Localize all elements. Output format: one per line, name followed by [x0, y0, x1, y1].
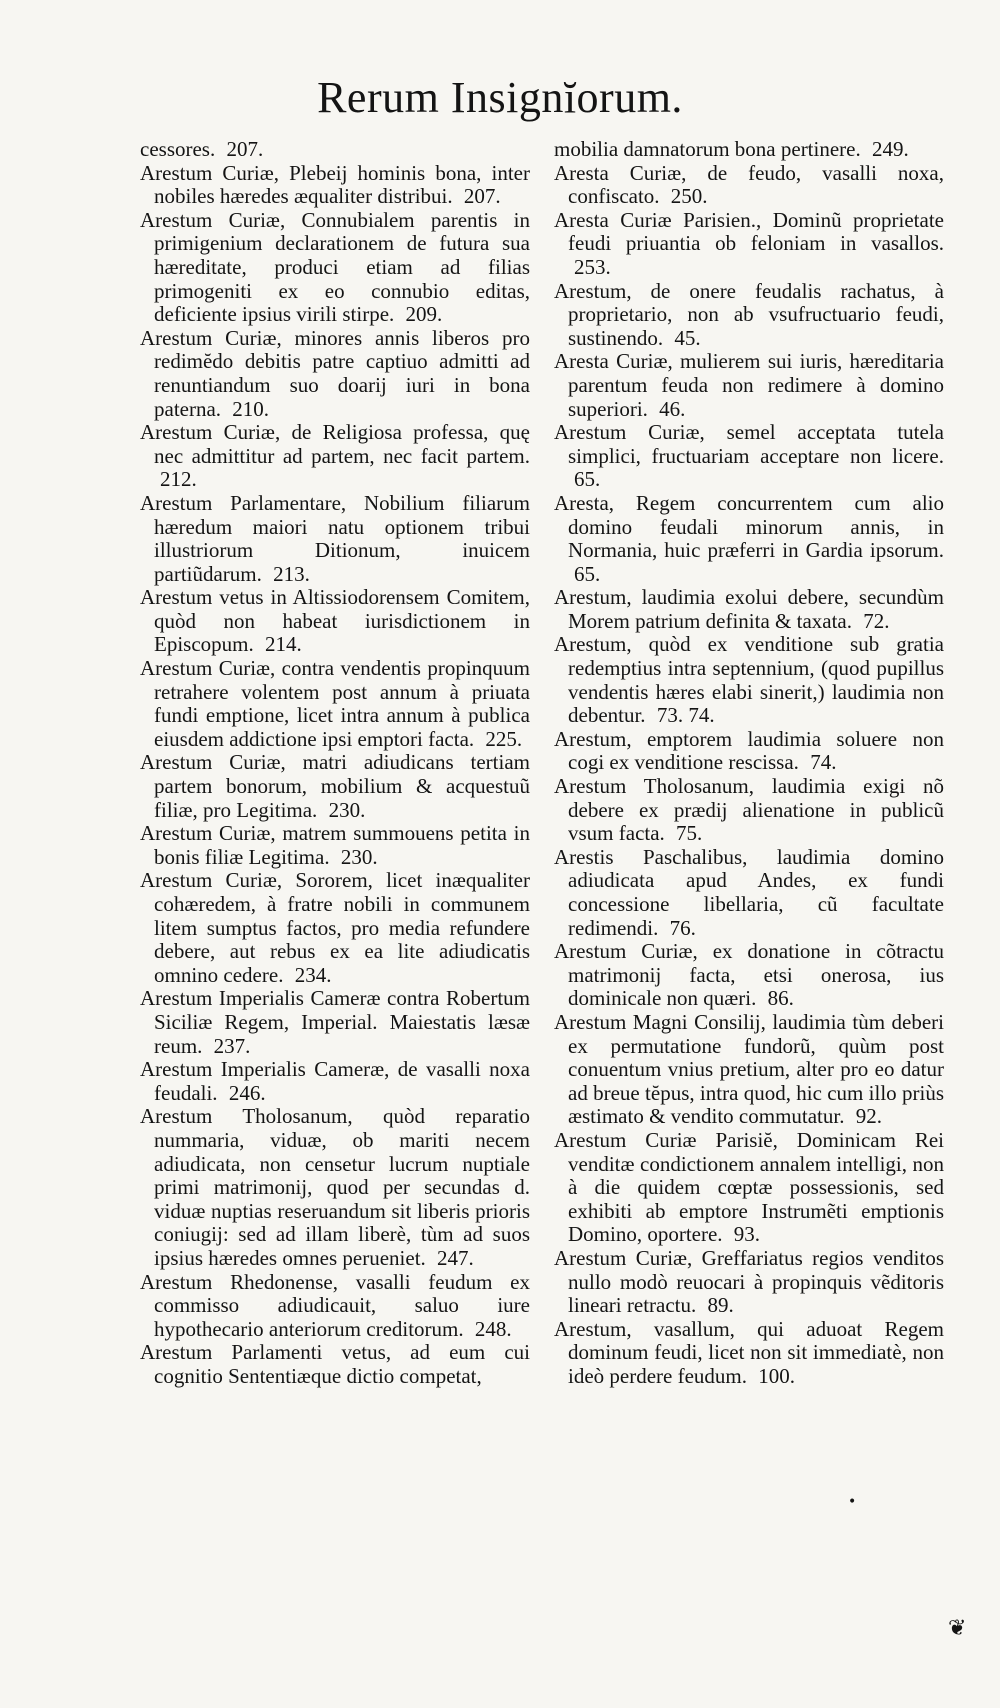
- entry-page: 230.: [340, 844, 378, 869]
- index-entry: [140, 492, 530, 586]
- entry-page: 237.: [213, 1033, 251, 1058]
- entry-page: 74.: [810, 750, 837, 775]
- entry-page: 248.: [474, 1316, 512, 1341]
- entry-text: Arestum, emptorem laudimia soluere non cogi ex venditione rescissa.: [554, 726, 944, 775]
- index-entry: [554, 1011, 944, 1129]
- entry-page: 225.: [485, 726, 523, 751]
- index-entry: [554, 138, 944, 162]
- entry-text: Arestum, laudimia exolui debere, secundùm Morem patrium definita & taxata.: [554, 585, 944, 633]
- entry-text: Arestum Parlamentare, Nobilium filiarum hæredum maiori natu optionem tribui illustriorum Ditionum, inuicem partiũdarum.: [140, 490, 530, 586]
- index-entry: [554, 1247, 944, 1318]
- entry-page: 210.: [232, 396, 270, 421]
- entry-page: 92.: [855, 1104, 882, 1129]
- entry-text: Arestum Tholosanum, laudimia exigi nõ debere ex prædij alienatione in publicũ vsum facta.: [554, 774, 944, 846]
- entry-page: 65.: [574, 561, 601, 586]
- entry-page: 86.: [767, 986, 794, 1011]
- entry-page: 45.: [674, 325, 701, 350]
- entry-text: Arestum Curiæ, matri adiudicans tertiam partem bonorum, mobilium & acquestuũ filiæ, pro Legitima.: [140, 750, 530, 822]
- entry-page: 214.: [265, 632, 302, 657]
- index-entry: [140, 822, 530, 869]
- entry-text: Arestum Curiæ, ex donatione in cõtractu matrimonij facta, etsi onerosa, ius dominicale non quæri.: [554, 939, 944, 1011]
- entry-text: Arestum Curiæ, semel acceptata tutela simplici, fructuariam acceptare non licere.: [554, 420, 944, 468]
- index-entry: [140, 1058, 530, 1105]
- entry-text: Arestum Magni Consilij, laudimia tùm deberi ex permutatione fundorũ, quùm post conuentum vnius pretium, alter pro eo datur ad breue tĕpus, intra quod, hic cum illo priùs æstimato & vendito commutatur.: [554, 1009, 944, 1129]
- index-entry: [140, 1105, 530, 1270]
- index-entry: [554, 1318, 944, 1389]
- entry-page: 246.: [228, 1080, 266, 1105]
- entry-text: Arestum Parlamenti vetus, ad eum cui cognitio Sententiæque dictio competat,: [140, 1340, 530, 1388]
- entry-page: 75.: [676, 821, 703, 846]
- entry-text: Aresta Curiæ, de feudo, vasalli noxa, confiscato.: [554, 160, 944, 209]
- entry-text: Arestum Curiæ, de Religiosa professa, quę nec admittitur ad partem, nec facit partem.: [140, 420, 530, 468]
- entry-page: 100.: [758, 1363, 796, 1388]
- entry-text: cessores.: [140, 137, 216, 161]
- index-entry: [140, 657, 530, 751]
- entry-text: Aresta, Regem concurrentem cum alio domino feudali minorum annis, in Normania, huic præferri in Gardia ipsorum.: [554, 490, 944, 563]
- entry-page: 247.: [437, 1245, 474, 1270]
- entry-page: 209.: [405, 302, 443, 327]
- entry-text: Arestum Rhedonense, vasalli feudum ex commisso adiudicauit, saluo iure hypothecario anteriorum creditorum.: [140, 1269, 530, 1341]
- entry-text: Arestum, vasallum, qui aduoat Regem dominum feudi, licet non sit immediatè, non ideò perdere feudum.: [554, 1316, 944, 1388]
- entry-text: mobilia damnatorum bona pertinere.: [554, 137, 861, 161]
- entry-page: 250.: [670, 184, 708, 209]
- entry-page: 234.: [294, 962, 332, 987]
- entry-text: Aresta Curiæ, mulierem sui iuris, hæreditaria parentum feuda non redimere à domino superiori.: [554, 349, 944, 421]
- index-entry: [140, 1271, 530, 1342]
- entry-page: 212.: [160, 467, 197, 492]
- index-entry: [140, 987, 530, 1058]
- entry-text: Arestum Curiæ Parisiĕ, Dominicam Rei venditæ condictionem annalem intelligi, non à die quidem cœptæ possessionis, sed exhibiti ab emptore Instrumẽti emptionis Domino, oportere.: [554, 1127, 944, 1247]
- entry-page: 253.: [574, 254, 611, 279]
- entry-text: Arestum Curiæ, minores annis liberos pro redimĕdo debitis patre captiuo admitti ad renuntiandum suo doarij iuri in bona paterna.: [140, 325, 530, 421]
- index-entry: [140, 327, 530, 421]
- entry-text: Arestum, quòd ex venditione sub gratia redemptius intra septennium, (quod pupillus vendentis hæres elabi sinerit,) laudimia non debentur.: [554, 632, 944, 728]
- entry-text: Arestum Tholosanum, quòd reparatio nummaria, viduæ, ob mariti necem adiudicata, non censetur lucrum nuptiale primi matrimonij, quod per secundas d. viduæ nuptias reseruandum sit liberis prioris coniugij: sed ad illam liberè, tùm ad suos ipsius hæredes omnes perueniet.: [140, 1104, 530, 1270]
- index-entry: [554, 421, 944, 492]
- printer-dot-mark: •: [848, 1494, 857, 1510]
- leaf-ornament-icon: ❦: [948, 1616, 967, 1641]
- index-entry: [140, 421, 530, 492]
- entry-text: Arestis Paschalibus, laudimia domino adiudicata apud Andes, ex fundi concessione libellaria, cũ facultate redimendi.: [554, 844, 944, 940]
- index-entry: [554, 586, 944, 633]
- index-entry: [554, 1129, 944, 1247]
- entry-page: 249.: [872, 137, 909, 161]
- index-column-left: [140, 138, 530, 1388]
- entry-page: 230.: [328, 797, 366, 822]
- entry-page: 207.: [463, 184, 501, 209]
- index-entry: [554, 728, 944, 775]
- entry-text: Arestum Imperialis Cameræ, de vasalli noxa feudali.: [140, 1057, 530, 1105]
- entry-text: Arestum vetus in Altissiodorensem Comitem, quòd non habeat iurisdictionem in Episcopum.: [140, 585, 530, 657]
- entry-page: 72.: [863, 608, 890, 633]
- index-entry: [140, 751, 530, 822]
- index-entry: [554, 846, 944, 940]
- entry-text: Arestum, de onere feudalis rachatus, à proprietario, non ab vsufructuario feudi, sustinendo.: [554, 278, 944, 350]
- entry-page: 73. 74.: [656, 703, 715, 728]
- entry-text: Aresta Curiæ Parisien., Dominũ proprietate feudi priuantia ob feloniam in vasallos.: [554, 207, 944, 256]
- page-title: Rerum Insignĭorum.: [317, 73, 683, 122]
- entry-text: Arestum Curiæ, contra vendentis propinquum retrahere volentem post annum à priuata fundi emptione, licet intra annum à publica eiusdem addictione ipsi emptori facta.: [140, 656, 530, 751]
- index-entry: [554, 280, 944, 351]
- entry-page: 93.: [733, 1222, 761, 1247]
- index-entry: [554, 350, 944, 421]
- index-entry: [140, 209, 530, 327]
- entry-page: 89.: [707, 1293, 734, 1318]
- index-entry: [140, 1341, 530, 1388]
- index-entry: [554, 940, 944, 1011]
- index-entry: [140, 162, 530, 209]
- entry-page: 207.: [226, 137, 264, 161]
- entry-text: Arestum Curiæ, Greffariatus regios venditos nullo modò reuocari à propinquis vẽditoris lineari retractu.: [554, 1245, 944, 1318]
- entry-text: Arestum Curiæ, Connubialem parentis in primigenium declarationem de futura sua hæreditate, produci etiam ad filias primogeniti ex eo connubio editas, deficiente ipsius virili stirpe.: [140, 207, 530, 327]
- index-entry: [554, 209, 944, 280]
- index-entry: [140, 138, 530, 162]
- index-entry: [554, 492, 944, 586]
- entry-text: Arestum Curiæ, Plebeij hominis bona, inter nobiles hæredes æqualiter distribui.: [140, 160, 530, 209]
- entry-text: Arestum Imperialis Cameræ contra Robertum Siciliæ Regem, Imperial. Maiestatis læsæ reum.: [140, 986, 530, 1058]
- index-entry: [140, 586, 530, 657]
- index-entry: [140, 869, 530, 987]
- index-entry: [554, 775, 944, 846]
- index-column-right: [554, 138, 944, 1388]
- index-entry: [554, 633, 944, 727]
- entry-page: 46.: [659, 396, 686, 421]
- entry-page: 65.: [574, 467, 601, 492]
- index-entry: [554, 162, 944, 209]
- entry-page: 76.: [669, 915, 696, 940]
- entry-text: Arestum Curiæ, matrem summouens petita in bonis filiæ Legitima.: [140, 821, 530, 869]
- entry-text: Arestum Curiæ, Sororem, licet inæqualiter cohæredem, à fratre nobili in communem litem sumptus factos, pro media refundere debere, aut rebus ex ea lite adiudicatis omnino cedere.: [140, 868, 530, 987]
- entry-page: 213.: [273, 561, 310, 586]
